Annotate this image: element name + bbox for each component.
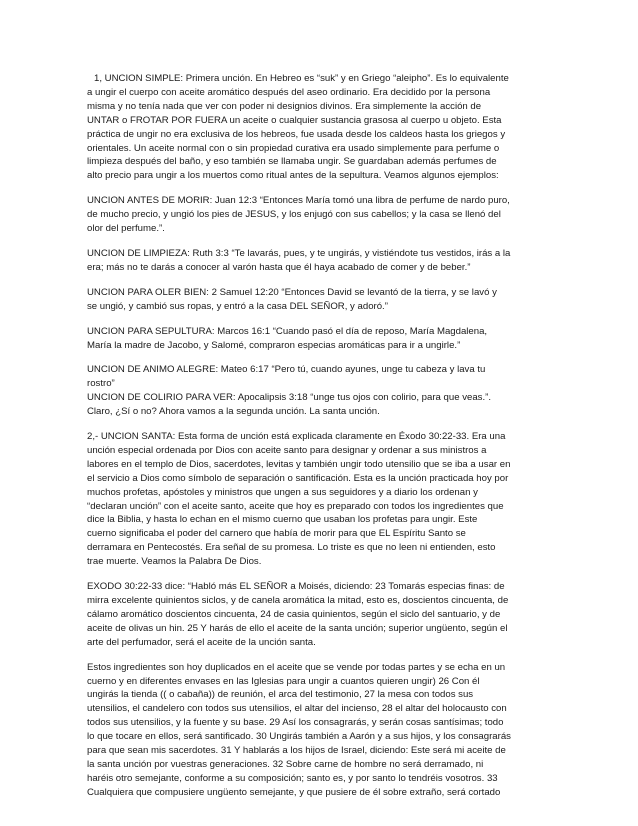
text-line: UNCION PARA SEPULTURA: Marcos 16:1 “Cuando pasó el día de reposo, María Magdalena, xyxy=(87,325,488,337)
text-line: Cualquiera que compusiere ungüento semejante, y que pusiere de él sobre extraño, será cortado xyxy=(87,786,501,798)
text-line: Estos ingredientes son hoy duplicados en el aceite que se vende por todas partes y se echa en un xyxy=(87,661,506,673)
text-line: labores en el templo de Dios, sacerdotes, levitas y también ungir todo utensilio que se iba a usar en xyxy=(87,458,511,470)
text-line: mirra excelente quinientos siclos, y de canela aromática la mitad, esto es, doscientos cincuenta, de xyxy=(87,595,509,606)
text-line: trae muerte. Veamos la Palabra De Dios. xyxy=(87,556,262,568)
text-line: todos sus utensilios, y la fuente y su base. 29 Así los consagrarás, y serán cosas santísimas; todo xyxy=(87,717,504,729)
text-line: rostro” xyxy=(87,378,115,390)
text-line: lo que tocare en ellos, será santificado. 30 Ungirás también a Aarón y a sus hijos, y los consagrarás xyxy=(87,731,511,743)
text-line: utensilios, el candelero con todos sus utensilios, el altar del incienso, 28 el altar del holocausto con xyxy=(87,703,507,715)
paragraph xyxy=(87,430,552,569)
text-line: UNCION PARA OLER BIEN: 2 Samuel 12:20 “Entonces David se levantó de la tierra, y se lavó y xyxy=(87,286,497,298)
paragraph xyxy=(87,286,552,314)
text-line: orientales. Un aceite normal con o sin propiedad curativa era usado simplemente para perfume o xyxy=(87,142,500,154)
paragraph xyxy=(87,363,552,419)
text-line: UNTAR o FROTAR POR FUERA un aceite o cualquier sustancia grasosa al cuerpo u objeto. Esta xyxy=(87,114,502,126)
text-line: misma y no tenía nada que ver con poder ni designios divinos. Era simplemente la acción de xyxy=(87,100,482,112)
paragraph xyxy=(87,325,552,353)
text-line: aceite de olivas un hin. 25 Y harás de ello el aceite de la santa unción; superior ungüento, según el xyxy=(87,622,508,634)
paragraph xyxy=(87,194,552,236)
text-line: EXODO 30:22-33 dice: “Habló más EL SEÑOR a Moisés, diciendo: 23 Tomarás especias finas: de xyxy=(87,581,505,593)
text-line: práctica de ungir no era exclusiva de los hebreos, fue usada desde los caldeos hasta los griegos y xyxy=(87,128,506,140)
text-line: se ungió, y cambió sus ropas, y entró a la casa DEL SEÑOR, y adoró.” xyxy=(87,300,388,312)
text-line: la santa unción por vuestras generaciones. 32 Sobre carne de hombre no será derramado, ni xyxy=(87,758,484,770)
text-line: cuerno y en diferentes envases en las Iglesias para ungir a cuantos quieren ungir) 26 Con él xyxy=(87,675,480,687)
text-line: alto precio para ungir a los muertos como ritual antes de la sepultura. Veamos algunos ejemplos: xyxy=(87,170,499,182)
paragraph xyxy=(87,580,552,650)
text-line: María la madre de Jacobo, y Salomé, compraron especias aromáticas para ir a ungirle.” xyxy=(87,339,461,351)
text-line: a ungir el cuerpo con aceite aromático después del aseo ordinario. Era decidido por la persona xyxy=(87,86,491,98)
text-line: ungirás la tienda (( o cabaña)) de reunión, el arca del testimonio, 27 la mesa con todos sus xyxy=(87,689,474,701)
text-line: muchos profetas, apóstoles y ministros que ungen a sus seguidores y a diario los ordenan y xyxy=(87,486,478,498)
text-line: 1, UNCION SIMPLE: Primera unción. En Hebreo es “suk” y en Griego “aleipho”. Es lo equivalente xyxy=(94,73,509,84)
text-line: UNCION DE LIMPIEZA: Ruth 3:3 “Te lavarás, pues, y te ungirás, y vistiéndote tus vestidos, irás a la xyxy=(87,247,511,259)
text-line: haréis otro semejante, conforme a su composición; santo es, y por santo lo tendréis vosotros. 33 xyxy=(87,772,498,784)
paragraph xyxy=(87,72,552,183)
text-line: limpieza después del baño, y eso también se llamaba ungir. Se guardaban además perfumes de xyxy=(87,156,497,168)
text-line: para que sean mis sacerdotes. 31 Y hablarás a los hijos de Israel, diciendo: Este será mi aceite de xyxy=(87,745,506,757)
text-line: Claro, ¿Sí o no? Ahora vamos a la segunda unción. La santa unción. xyxy=(87,406,380,418)
text-line: 2,- UNCION SANTA: Esta forma de unción está explicada claramente en Éxodo 30:22-33. Era una xyxy=(87,431,506,443)
text-line: era; más no te darás a conocer al varón hasta que él haya acabado de comer y de beber.” xyxy=(87,261,471,273)
text-line: de mucho precio, y ungió los pies de JESUS, y los enjugó con sus cabellos; y la casa se llenó del xyxy=(87,209,501,221)
text-line: dice la Biblia, y hasta lo echan en el mismo cuerno que usaban los profetas para ungir. Este xyxy=(87,514,478,526)
text-line: unción especial ordenada por Dios con aceite santo para designar y ordenar a sus ministros a xyxy=(87,444,487,456)
text-line: UNCION DE ANIMO ALEGRE: Mateo 6:17 “Pero tú, cuando ayunes, unge tu cabeza y lava tu xyxy=(87,364,486,376)
text-line: olor del perfume.”. xyxy=(87,223,165,235)
text-line: cuerno significaba el poder del carnero que había de morir para que EL Espíritu Santo se xyxy=(87,528,466,540)
text-line: UNCION ANTES DE MORIR: Juan 12:3 “Entonces María tomó una libra de perfume de nardo puro, xyxy=(87,195,510,207)
text-line: arte del perfumador, será el aceite de la unción santa. xyxy=(87,636,316,648)
text-line: UNCION DE COLIRIO PARA VER: Apocalipsis 3:18 “unge tus ojos con colirio, para que veas.”. xyxy=(87,392,491,404)
text-line: cálamo aromático doscientos cincuenta, 24 de casia quinientos, según el siclo del santuario, y de xyxy=(87,608,501,620)
text-line: el servicio a Dios como símbolo de separación o santificación. Esta es la unción practicada hoy por xyxy=(87,472,509,484)
paragraph xyxy=(87,247,552,275)
paragraph xyxy=(87,661,552,800)
text-line: “declaran unción” con el aceite santo, aceite que hoy es preparado con todos los ingredientes que xyxy=(87,500,504,512)
text-line: derramara en Pentecostés. Era señal de su promesa. Lo triste es que no leen ni entienden, esto xyxy=(87,542,496,554)
